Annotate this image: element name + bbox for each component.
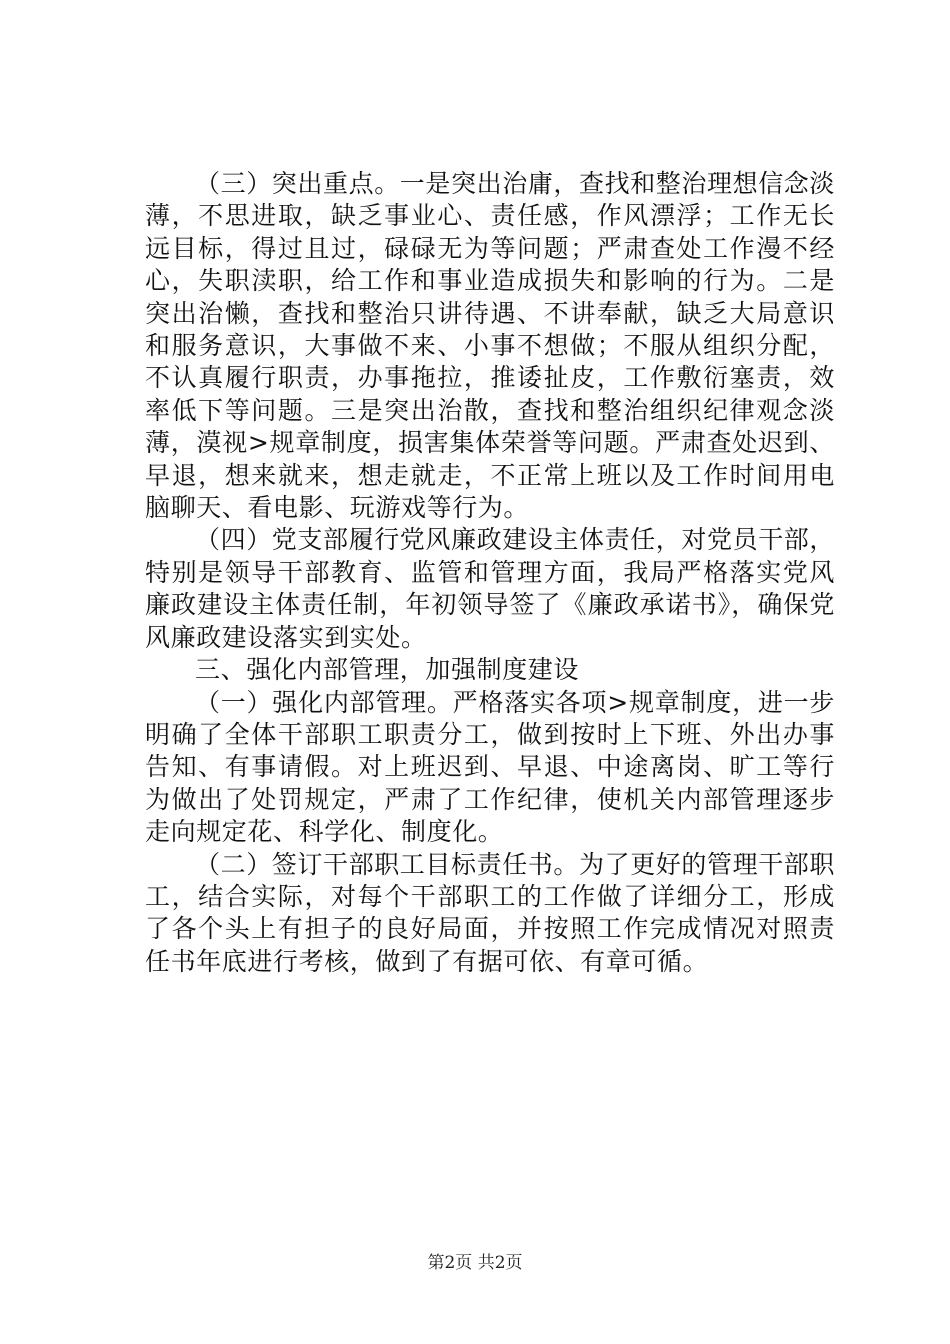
- paragraph-internal-management: （一）强化内部管理。严格落实各项>规章制度，进一步明确了全体干部职工职责分工，做到按时上下班、外出办事告知、有事请假。对上班迟到、早退、中途离岗、旷工等行为做出了处罚规定，严肃了工作纪律，使机关内部管理逐步走向规定花、科学化、制度化。: [145, 687, 835, 847]
- document-body: [145, 168, 835, 978]
- paragraph-focus-priorities: （三）突出重点。一是突出治庸，查找和整治理想信念淡薄，不思进取，缺乏事业心、责任感，作风漂浮；工作无长远目标，得过且过，碌碌无为等问题；严肃查处工作漫不经心，失职渎职，给工作和事业造成损失和影响的行为。二是突出治懒，查找和整治只讲待遇、不讲奉献，缺乏大局意识和服务意识，大事做不来、小事不想做；不服从组织分配，不认真履行职责，办事拖拉，推诿扯皮，工作敷衍塞责，效率低下等问题。三是突出治散，查找和整治组织纪律观念淡薄，漠视>规章制度，损害集体荣誉等问题。严肃查处迟到、早退，想来就来，想走就走，不正常上班以及工作时间用电脑聊天、看电影、玩游戏等行为。: [145, 169, 836, 523]
- paragraph-party-branch-responsibility: （四）党支部履行党风廉政建设主体责任，对党员干部，特别是领导干部教育、监管和管理方面，我局严格落实党风廉政建设主体责任制，年初领导签了《廉政承诺书》，确保党风廉政建设落实到实处。: [145, 525, 836, 652]
- section-heading-internal-management: 三、强化内部管理，加强制度建设: [195, 655, 580, 685]
- paragraph-target-responsibility: （二）签订干部职工目标责任书。为了更好的管理干部职工，结合实际，对每个干部职工的工作做了详细分工，形成了各个头上有担子的良好局面，并按照工作完成情况对照责任书年底进行考核，做到了有据可依、有章可循。: [145, 849, 836, 976]
- page-number-footer: 第2页 共2页: [427, 1253, 523, 1273]
